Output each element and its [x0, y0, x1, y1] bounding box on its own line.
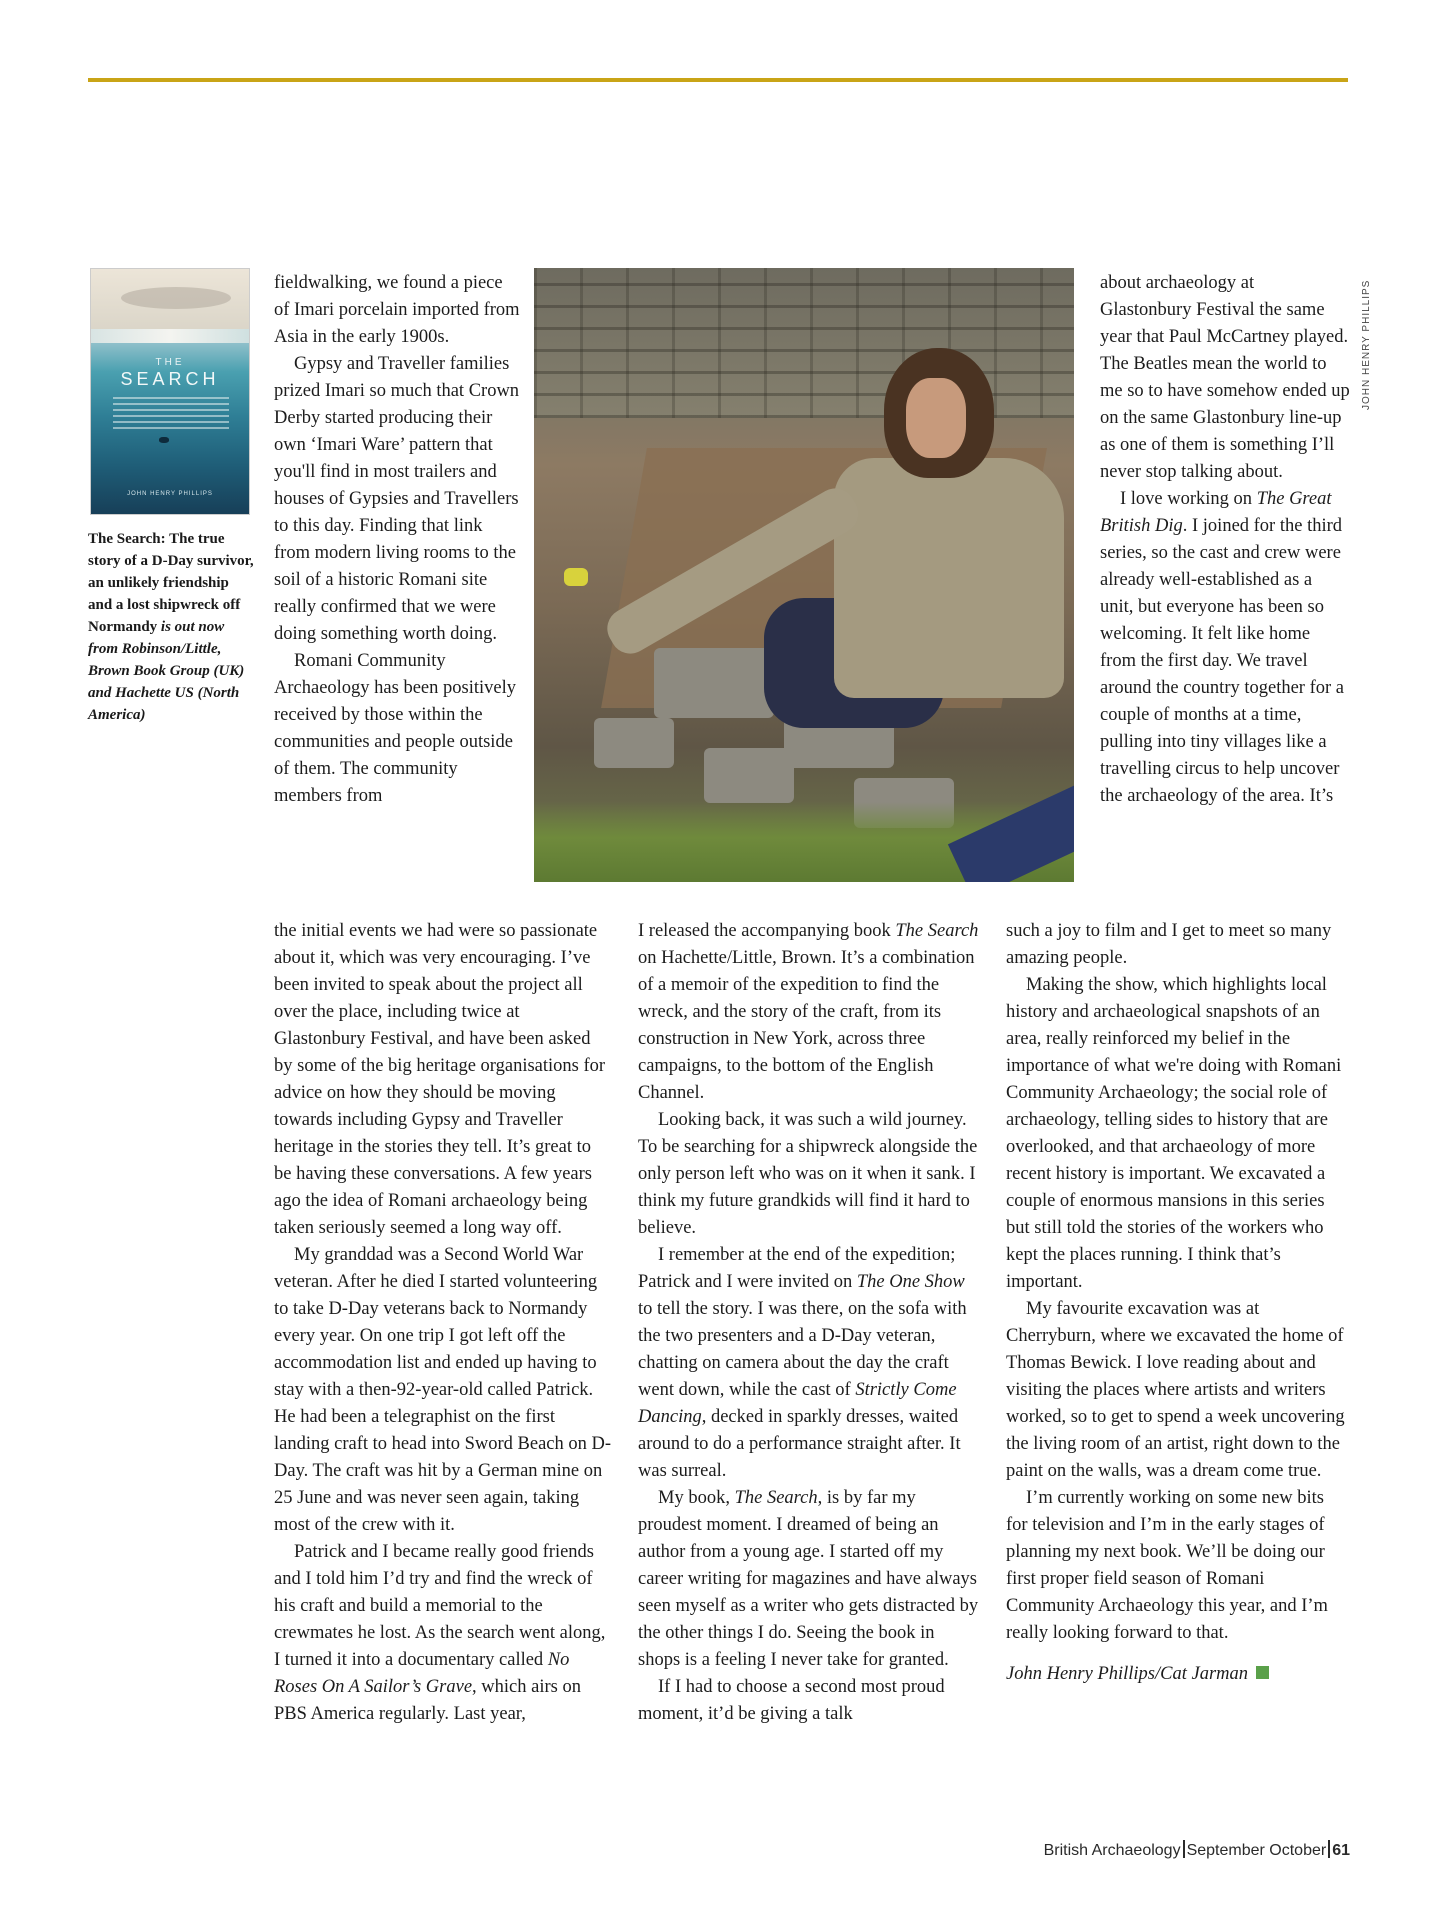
paragraph: Looking back, it was such a wild journey. To be searching for a shipwreck alongside the only person left who was on it when it sank. I think my future grandkids will find it hard to believe.: [638, 1110, 978, 1238]
end-mark-icon: [1256, 1666, 1269, 1679]
column-2: [638, 918, 980, 1728]
column-3-upper: [1100, 270, 1350, 810]
cover-author: JOHN HENRY PHILLIPS: [127, 491, 213, 497]
paragraph: the initial events we had were so passionate about it, which was very encouraging. I’ve been invited to speak about the project all over the place, including twice at Glastonbury Festival, and have been asked by some of the big heritage organisations for advice on how they should be moving towards including Gypsy and Traveller heritage in the stories they tell. It’s great to be having these conversations. A few years ago the idea of Romani archaeology being taken seriously seemed a long way off.: [274, 921, 606, 1238]
photo-trowel: [564, 568, 588, 586]
caption-bold: The Search: The true story of a D-Day survivor, an unlikely friendship and a lost shipwreck off Normandy: [88, 531, 254, 635]
page-number: 61: [1332, 1842, 1350, 1859]
caption-italic: is out now from Robinson/Little, Brown Book Group (UK) and Hachette US (North America): [88, 619, 245, 723]
paragraph: I released the accompanying book The Search on Hachette/Little, Brown. It’s a combination of a memoir of the expedition to find the wreck, and the story of the craft, from its construction in New York, across three campaigns, to the bottom of the English Channel.: [638, 921, 979, 1103]
cover-diver: [159, 437, 169, 443]
excavation-photo: [534, 268, 1074, 882]
footer-magazine: British Archaeology: [1043, 1842, 1181, 1859]
paragraph: I love working on The Great British Dig. I joined for the third series, so the cast and crew were already well-established as a unit, but everyone has been so welcoming. It felt like home from the first day. We travel around the country together for a couple of months at a time, pulling into tiny villages like a travelling circus to help uncover the archaeology of the area. It’s: [1100, 489, 1345, 806]
cover-coast: [91, 329, 249, 343]
book-cover-image: [90, 268, 250, 515]
paragraph: Romani Community Archaeology has been positively received by those within the communities and people outside of them. The community members from: [274, 651, 516, 806]
photo-shirt: [834, 458, 1064, 698]
top-rule: [88, 78, 1348, 82]
photo-stone: [654, 648, 774, 718]
byline-text: John Henry Phillips/Cat Jarman: [1006, 1664, 1249, 1684]
cover-cloud: [121, 287, 231, 309]
paragraph: about archaeology at Glastonbury Festival the same year that Paul McCartney played. The Beatles mean the world to me so to have somehow ended up on the same Glastonbury line-up as one of them is something I’ll never stop talking about.: [1100, 273, 1350, 482]
paragraph: Gypsy and Traveller families prized Imari so much that Crown Derby started producing their own ‘Imari Ware’ pattern that you'll find in most trailers and houses of Gypsies and Travellers to this day. Finding that link from modern living rooms to the soil of a historic Romani site really confirmed that we were doing something worth doing.: [274, 354, 520, 644]
paragraph: Patrick and I became really good friends and I told him I’d try and find the wreck of his craft and build a memorial to the crewmates he lost. As the search went along, I turned it into a documentary called No Roses On A Sailor’s Grave, which airs on PBS America regularly. Last year,: [274, 1542, 606, 1724]
book-caption: [88, 528, 254, 726]
photo-stone: [704, 748, 794, 803]
paragraph: My granddad was a Second World War veteran. After he died I started volunteering to take D-Day veterans back to Normandy every year. On one trip I got left off the accommodation list and ended up having to stay with a then-92-year-old called Patrick. He had been a telegraphist on the first landing craft to head into Sword Beach on D-Day. The craft was hit by a German mine on 25 June and was never seen again, taking most of the crew with it.: [274, 1245, 612, 1535]
cover-subtitle-lines: [113, 397, 229, 429]
page-footer: [1010, 1840, 1350, 1860]
cover-title: SEARCH: [120, 369, 220, 389]
column-1-upper: [274, 270, 522, 810]
paragraph: I’m currently working on some new bits for television and I’m in the early stages of planning my next book. We’ll be doing our first proper field season of Romani Community Archaeology this year, and I’m really looking forward to that.: [1006, 1488, 1328, 1643]
column-3-lower: [1006, 918, 1350, 1688]
photo-stone: [594, 718, 674, 768]
photo-credit: JOHN HENRY PHILLIPS: [1361, 279, 1372, 410]
paragraph: such a joy to film and I get to meet so many amazing people.: [1006, 921, 1332, 968]
paragraph: If I had to choose a second most proud moment, it’d be giving a talk: [638, 1677, 945, 1724]
byline: [1006, 1661, 1350, 1688]
paragraph: I remember at the end of the expedition; Patrick and I were invited on The One Show to tell the story. I was there, on the sofa with the two presenters and a D-Day veteran, chatting on camera about the day the craft went down, while the cast of Strictly Come Dancing, decked in sparkly dresses, waited around to do a performance straight after. It was surreal.: [638, 1245, 967, 1481]
footer-separator: [1328, 1840, 1330, 1858]
paragraph: My book, The Search, is by far my proudest moment. I dreamed of being an author from a young age. I started off my career writing for magazines and have always seen myself as a writer who gets distracted by the other things I do. Seeing the book in shops is a feeling I never take for granted.: [638, 1488, 979, 1670]
photo-face: [906, 378, 966, 458]
footer-issue: September October: [1186, 1842, 1327, 1859]
column-1-lower: [274, 918, 612, 1728]
paragraph: fieldwalking, we found a piece of Imari porcelain imported from Asia in the early 1900s.: [274, 273, 520, 347]
footer-separator: [1183, 1840, 1185, 1858]
cover-the: THE: [155, 357, 185, 368]
photo-stone-wall: [534, 268, 1074, 418]
paragraph: My favourite excavation was at Cherryburn, where we excavated the home of Thomas Bewick. I love reading about and visiting the places where artists and writers worked, so to get to spend a week uncovering the living room of an artist, right down to the paint on the walls, was a dream come true.: [1006, 1299, 1345, 1481]
paragraph: Making the show, which highlights local history and archaeological snapshots of an area, really reinforced my belief in the importance of what we're doing with Romani Community Archaeology; the social role of archaeology, telling sides to history that are overlooked, and that archaeology of more recent history is important. We excavated a couple of enormous mansions in this series but still told the stories of the workers who kept the places running. I think that’s important.: [1006, 975, 1342, 1292]
